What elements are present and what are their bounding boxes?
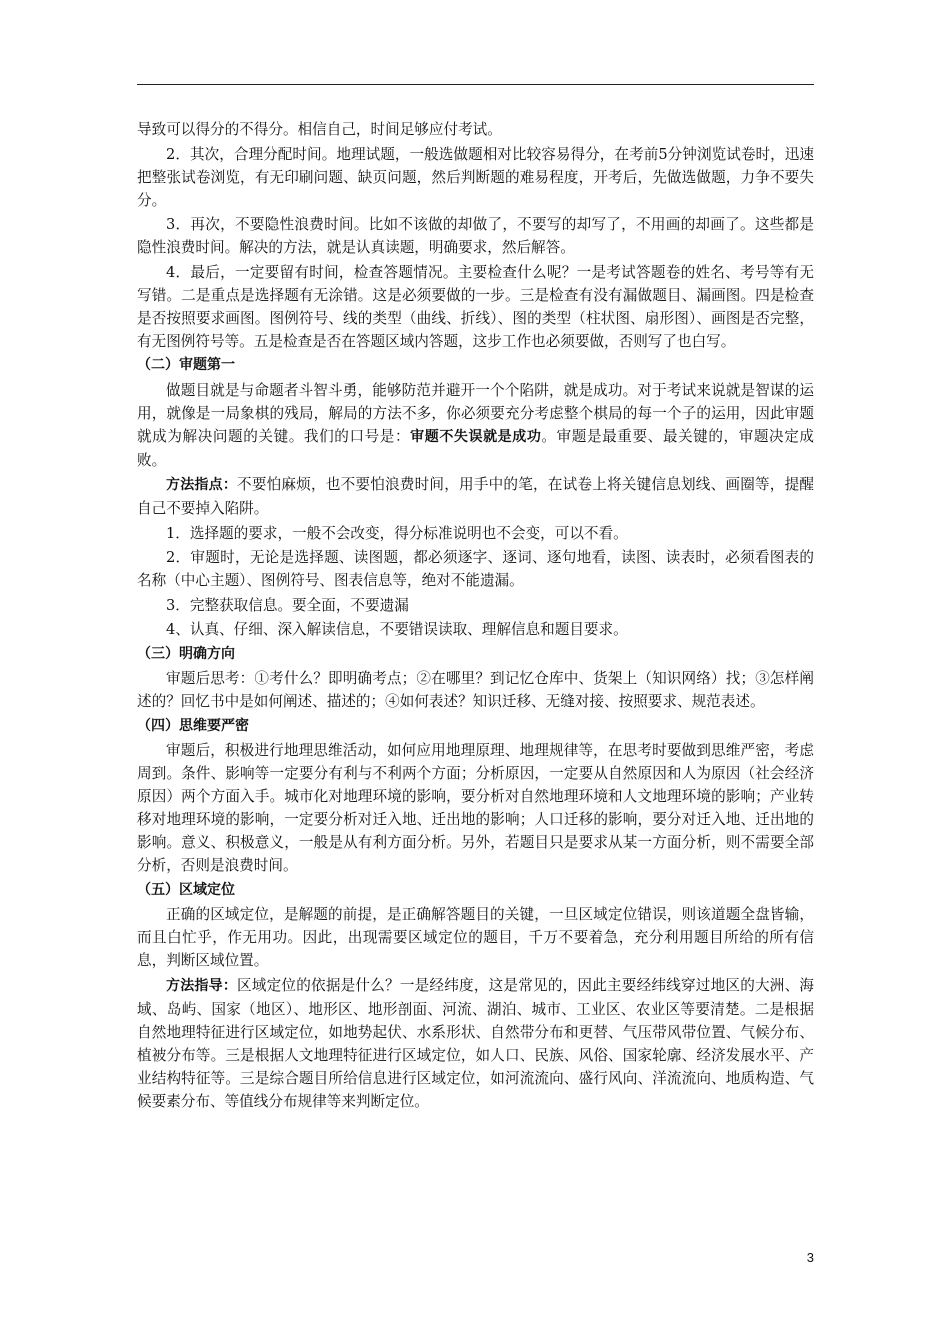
section-heading-5: （五）区域定位 (137, 881, 235, 898)
section-heading-2: （二）审题第一 (137, 357, 235, 373)
method-label: 方法指点： (166, 477, 238, 493)
page-content (137, 118, 814, 1114)
paragraph-hidden-waste: 3．再次，不要隐性浪费时间。比如不该做的却做了，不要写的却写了，不用画的却画了。这些都是隐性浪费时间。解决的方法，就是认真读题，明确要求，然后解答。 (137, 216, 814, 256)
section-5-text: 正确的区域定位，是解题的前提，是正确解答题目的关键，一旦区域定位错误，则该道题全盘皆输，而且白忙乎，作无用功。因此，出现需要区域定位的题目，千万不要着急，充分利用题目所给的所有信息，判断区域位置。 (137, 906, 814, 969)
section-2-method: 方法指点：不要怕麻烦，也不要怕浪费时间，用手中的笔，在试卷上将关键信息划线、画圈等，提醒自己不要掉入陷阱。 (137, 476, 814, 517)
section-4-text: 审题后，积极进行地理思维活动，如何应用地理原理、地理规律等，在思考时要做到思维严密，考虑周到。条件、影响等一定要分有利与不利两个方面；分析原因，一定要从自然原因和人为原因（社会经济原因）两个方面入手。城市化对地理环境的影响，要分析对自然地理环境和人文地理环境的影响；产业转移对地理环境的影响，一定要分析对迁入地、迁出地的影响；人口迁移的影响，要分对迁入地、迁出地的影响。意义、积极意义，一般是从有利方面分析。另外，若题目只是要求从某一方面分析，则不需要全部分析，否则是浪费时间。 (137, 742, 814, 874)
section-heading-4: （四）思维要严密 (137, 717, 249, 734)
paragraph-check-answers: 4．最后，一定要留有时间，检查答题情况。主要检查什么呢？一是考试答题卷的姓名、考号等有无写错。二是重点是选择题有无涂错。这是必须要做的一步。三是检查有没有漏做题目、漏画图。四是检查是否按照要求画图。图例符号、线的类型（曲线、折线）、图的类型（柱状图、扇形图）、画图是否完整，有无图例符号等。五是检查是否在答题区域内答题，这步工作也必须要做，否则写了也白写。 (137, 263, 814, 350)
section-2-item-1: 1．选择题的要求，一般不会改变，得分标准说明也不会变，可以不看。 (166, 524, 628, 542)
paragraph-continuation: 导致可以得分的不得分。相信自己，时间足够应付考试。 (137, 121, 502, 138)
paragraph-time-allocation: 2．其次，合理分配时间。地理试题，一般选做题相对比较容易得分，在考前5分钟浏览试卷时，迅速把整张试卷浏览，有无印刷问题、缺页问题，然后判断题的难易程度，开考后，先做选做题，力争不要失分。 (137, 145, 814, 209)
section-heading-3: （三）明确方向 (137, 645, 235, 662)
slogan-bold: 审题不失误就是成功 (410, 428, 542, 445)
section-2-intro: 做题目就是与命题者斗智斗勇，能够防范并避开一个个陷阱，就是成功。对于考试来说就是智谋的运用，就像是一局象棋的残局，解局的方法不多，你必须要充分考虑整个棋局的每一个子的运用，因此审题就成为解决问题的关键。我们的口号是：审题不失误就是成功。审题是最重要、最关键的，审题决定成败。 (137, 381, 814, 469)
section-5-method: 方法指导：区域定位的依据是什么？一是经纬度，这是常见的，因此主要经纬线穿过地区的大洲、海域、岛屿、国家（地区）、地形区、地形剖面、河流、湖泊、城市、工业区、农业区等要清楚。二是根据自然地理特征进行区域定位，如地势起伏、水系形状、自然带分布和更替、气压带风带位置、气候分布、植被分布等。三是根据人文地理特征进行区域定位，如人口、民族、风俗、国家轮廓、经济发展水平、产业结构特征等。三是综合题目所给信息进行区域定位，如河流流向、盛行风向、洋流流向、地质构造、气候要素分布、等值线分布规律等来判断定位。 (137, 976, 814, 1110)
section-2-item-4: 4、认真、仔细、深入解读信息，不要错误读取、理解信息和题目要求。 (166, 621, 628, 638)
header-rule (137, 84, 814, 85)
section-3-text: 审题后思考：①考什么？即明确考点；②在哪里？到记忆仓库中、货架上（知识网络）找；③怎样阐述的？回忆书中是如何阐述、描述的；④如何表述？知识迁移、无缝对接、按照要求、规范表述。 (137, 670, 814, 710)
section-2-item-3: 3．完整获取信息。要全面，不要遗漏 (166, 596, 409, 614)
method-label: 方法指导： (166, 977, 238, 994)
page-number: 3 (806, 1250, 814, 1265)
section-2-item-2: 2．审题时，无论是选择题、读图题，都必须逐字、逐词、逐句地看，读图、读表时，必须看图表的名称（中心主题）、图例符号、图表信息等，绝对不能遗漏。 (137, 549, 814, 589)
